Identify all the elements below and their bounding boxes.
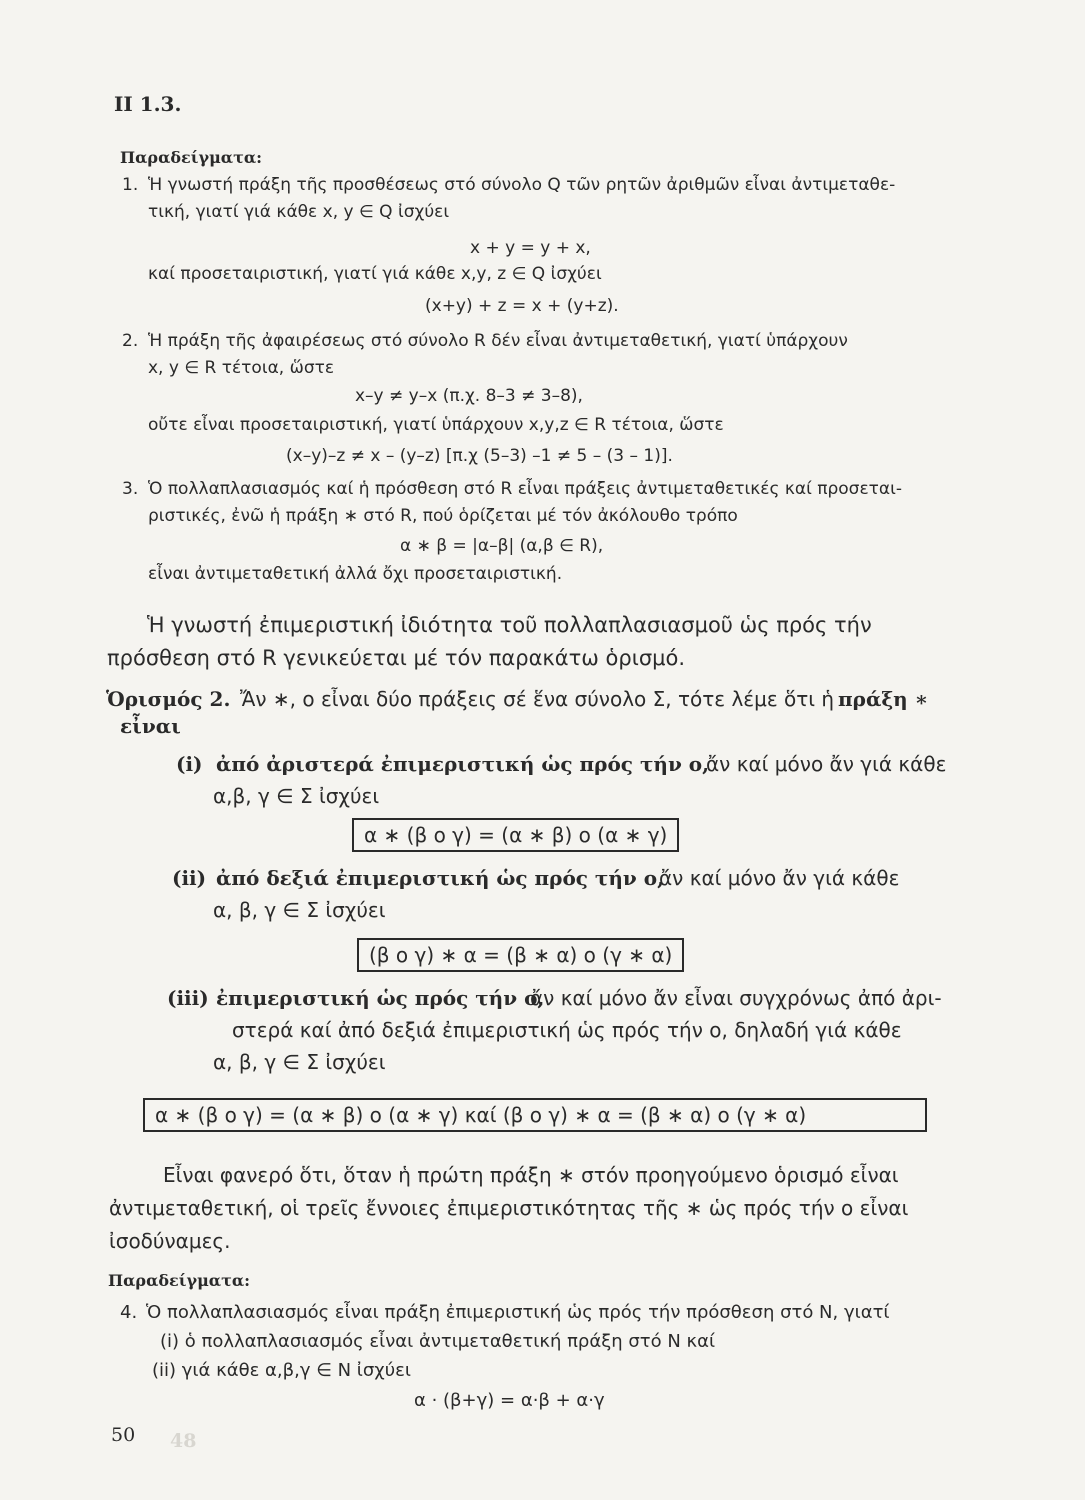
- clause-iii-rest: ἄν καί μόνο ἄν εἶναι συγχρόνως ἀπό ἀρι-: [530, 986, 942, 1010]
- clause-ii-bold: ἀπό δεξιά ἐπιμεριστική ὡς πρός τήν ο,: [216, 866, 665, 890]
- example-1-number: 1.: [122, 175, 139, 195]
- example-4-number: 4.: [120, 1302, 138, 1323]
- example-2-line-2: x, y ∈ R τέτοια, ὥστε: [148, 358, 335, 378]
- clause-i-marker: (i): [176, 752, 203, 776]
- example-2-formula-2: (x–y)–z ≠ x – (y–z) [π.χ (5–3) –1 ≠ 5 – (3 – 1)].: [286, 446, 673, 466]
- example-3-formula: α ∗ β = |α–β| (α,β ∈ R),: [400, 536, 604, 556]
- clause-ii-marker: (ii): [172, 866, 207, 890]
- example-4-sub-1: (i) ὁ πολλαπλασιασμός εἶναι ἀντιμεταθετική πράξη στό N καί: [160, 1331, 716, 1352]
- clause-iii-bold: ἐπιμεριστική ὡς πρός τήν ο,: [216, 986, 545, 1010]
- definition-label: Ὁρισμός 2.: [106, 687, 231, 711]
- example-2-number: 2.: [122, 331, 139, 351]
- example-4-sub-2: (ii) γιά κάθε α,β,γ ∈ N ἰσχύει: [152, 1360, 411, 1381]
- example-3-line-1: Ὁ πολλαπλασιασμός καί ἡ πρόσθεση στό R εἶναι πράξεις ἀντιμεταθετικές καί προσεται-: [148, 479, 902, 499]
- example-1-formula-2: (x+y) + z = x + (y+z).: [425, 296, 619, 316]
- example-1-formula-1: x + y = y + x,: [470, 238, 591, 258]
- definition-bold-line-2: εἶναι: [120, 714, 181, 738]
- show-through-page-number: 48: [170, 1430, 197, 1452]
- example-1-line-2: τική, γιατί γιά κάθε x, y ∈ Q ἰσχύει: [148, 202, 450, 222]
- definition-bold-end: πράξη ∗: [838, 687, 929, 711]
- intro-line-1: Ἡ γνωστή ἐπιμεριστική ἰδιότητα τοῦ πολλαπλασιασμοῦ ὡς πρός τήν: [147, 613, 872, 637]
- definition-text: Ἄν ∗, ο εἶναι δύο πράξεις σέ ἕνα σύνολο Σ, τότε λέμε ὅτι ἡ: [240, 687, 835, 711]
- clause-ii-line-2: α, β, γ ∈ Σ ἰσχύει: [213, 898, 386, 922]
- example-2-line-3: οὔτε εἶναι προσεταιριστική, γιατί ὑπάρχουν x,y,z ∈ R τέτοια, ὥστε: [148, 415, 724, 435]
- example-3-line-2: ριστικές, ἐνῶ ἡ πράξη ∗ στό R, πού ὁρίζεται μέ τόν ἀκόλουθο τρόπο: [148, 506, 738, 526]
- clause-iii-formula-box: α ∗ (β ο γ) = (α ∗ β) ο (α ∗ γ) καί (β ο γ) ∗ α = (β ∗ α) ο (γ ∗ α): [143, 1098, 927, 1132]
- clause-i-line-2: α,β, γ ∈ Σ ἰσχύει: [213, 784, 380, 808]
- examples-heading: Παραδείγματα:: [120, 148, 263, 167]
- clause-ii-rest: ἄν καί μόνο ἄν γιά κάθε: [659, 866, 900, 890]
- remark-line-3: ἰσοδύναμες.: [109, 1229, 231, 1253]
- clause-iii-line-2: στερά καί ἀπό δεξιά ἐπιμεριστική ὡς πρός τήν ο, δηλαδή γιά κάθε: [232, 1018, 902, 1042]
- example-4-line-1: Ὁ πολλαπλασιασμός εἶναι πράξη ἐπιμεριστική ὡς πρός τήν πρόσθεση στό N, γιατί: [146, 1302, 890, 1323]
- remark-line-2: ἀντιμεταθετική, οἱ τρεῖς ἔννοιες ἐπιμεριστικότητας τῆς ∗ ὡς πρός τήν ο εἶναι: [109, 1196, 909, 1220]
- example-3-number: 3.: [122, 479, 139, 499]
- clause-i-formula-box: α ∗ (β ο γ) = (α ∗ β) ο (α ∗ γ): [352, 818, 679, 852]
- example-1-line-3: καί προσεταιριστική, γιατί γιά κάθε x,y, z ∈ Q ἰσχύει: [148, 264, 602, 284]
- clause-iii-marker: (iii): [167, 986, 209, 1010]
- example-2-formula-1: x–y ≠ y–x (π.χ. 8–3 ≠ 3–8),: [355, 386, 583, 406]
- examples-heading-2: Παραδείγματα:: [108, 1271, 251, 1290]
- example-2-line-1: Ἡ πράξη τῆς ἀφαιρέσεως στό σύνολο R δέν εἶναι ἀντιμεταθετική, γιατί ὑπάρχουν: [148, 331, 848, 351]
- clause-i-rest: ἄν καί μόνο ἄν γιά κάθε: [706, 752, 947, 776]
- intro-line-2: πρόσθεση στό R γενικεύεται μέ τόν παρακάτω ὁρισμό.: [107, 646, 686, 670]
- clause-i-bold: ἀπό ἀριστερά ἐπιμεριστική ὡς πρός τήν ο,: [216, 752, 710, 776]
- example-3-line-3: εἶναι ἀντιμεταθετική ἀλλά ὄχι προσεταιριστική.: [148, 564, 563, 584]
- clause-ii-formula-box: (β ο γ) ∗ α = (β ∗ α) ο (γ ∗ α): [357, 938, 684, 972]
- remark-line-1: Εἶναι φανερό ὅτι, ὅταν ἡ πρώτη πράξη ∗ στόν προηγούμενο ὁρισμό εἶναι: [163, 1163, 899, 1187]
- clause-iii-line-3: α, β, γ ∈ Σ ἰσχύει: [213, 1050, 386, 1074]
- page-number: 50: [111, 1424, 136, 1446]
- section-number: II 1.3.: [114, 92, 182, 116]
- example-4-formula: α · (β+γ) = α·β + α·γ: [414, 1390, 605, 1411]
- example-1-line-1: Ἡ γνωστή πράξη τῆς προσθέσεως στό σύνολο Q τῶν ρητῶν ἀριθμῶν εἶναι ἀντιμεταθε-: [148, 175, 896, 195]
